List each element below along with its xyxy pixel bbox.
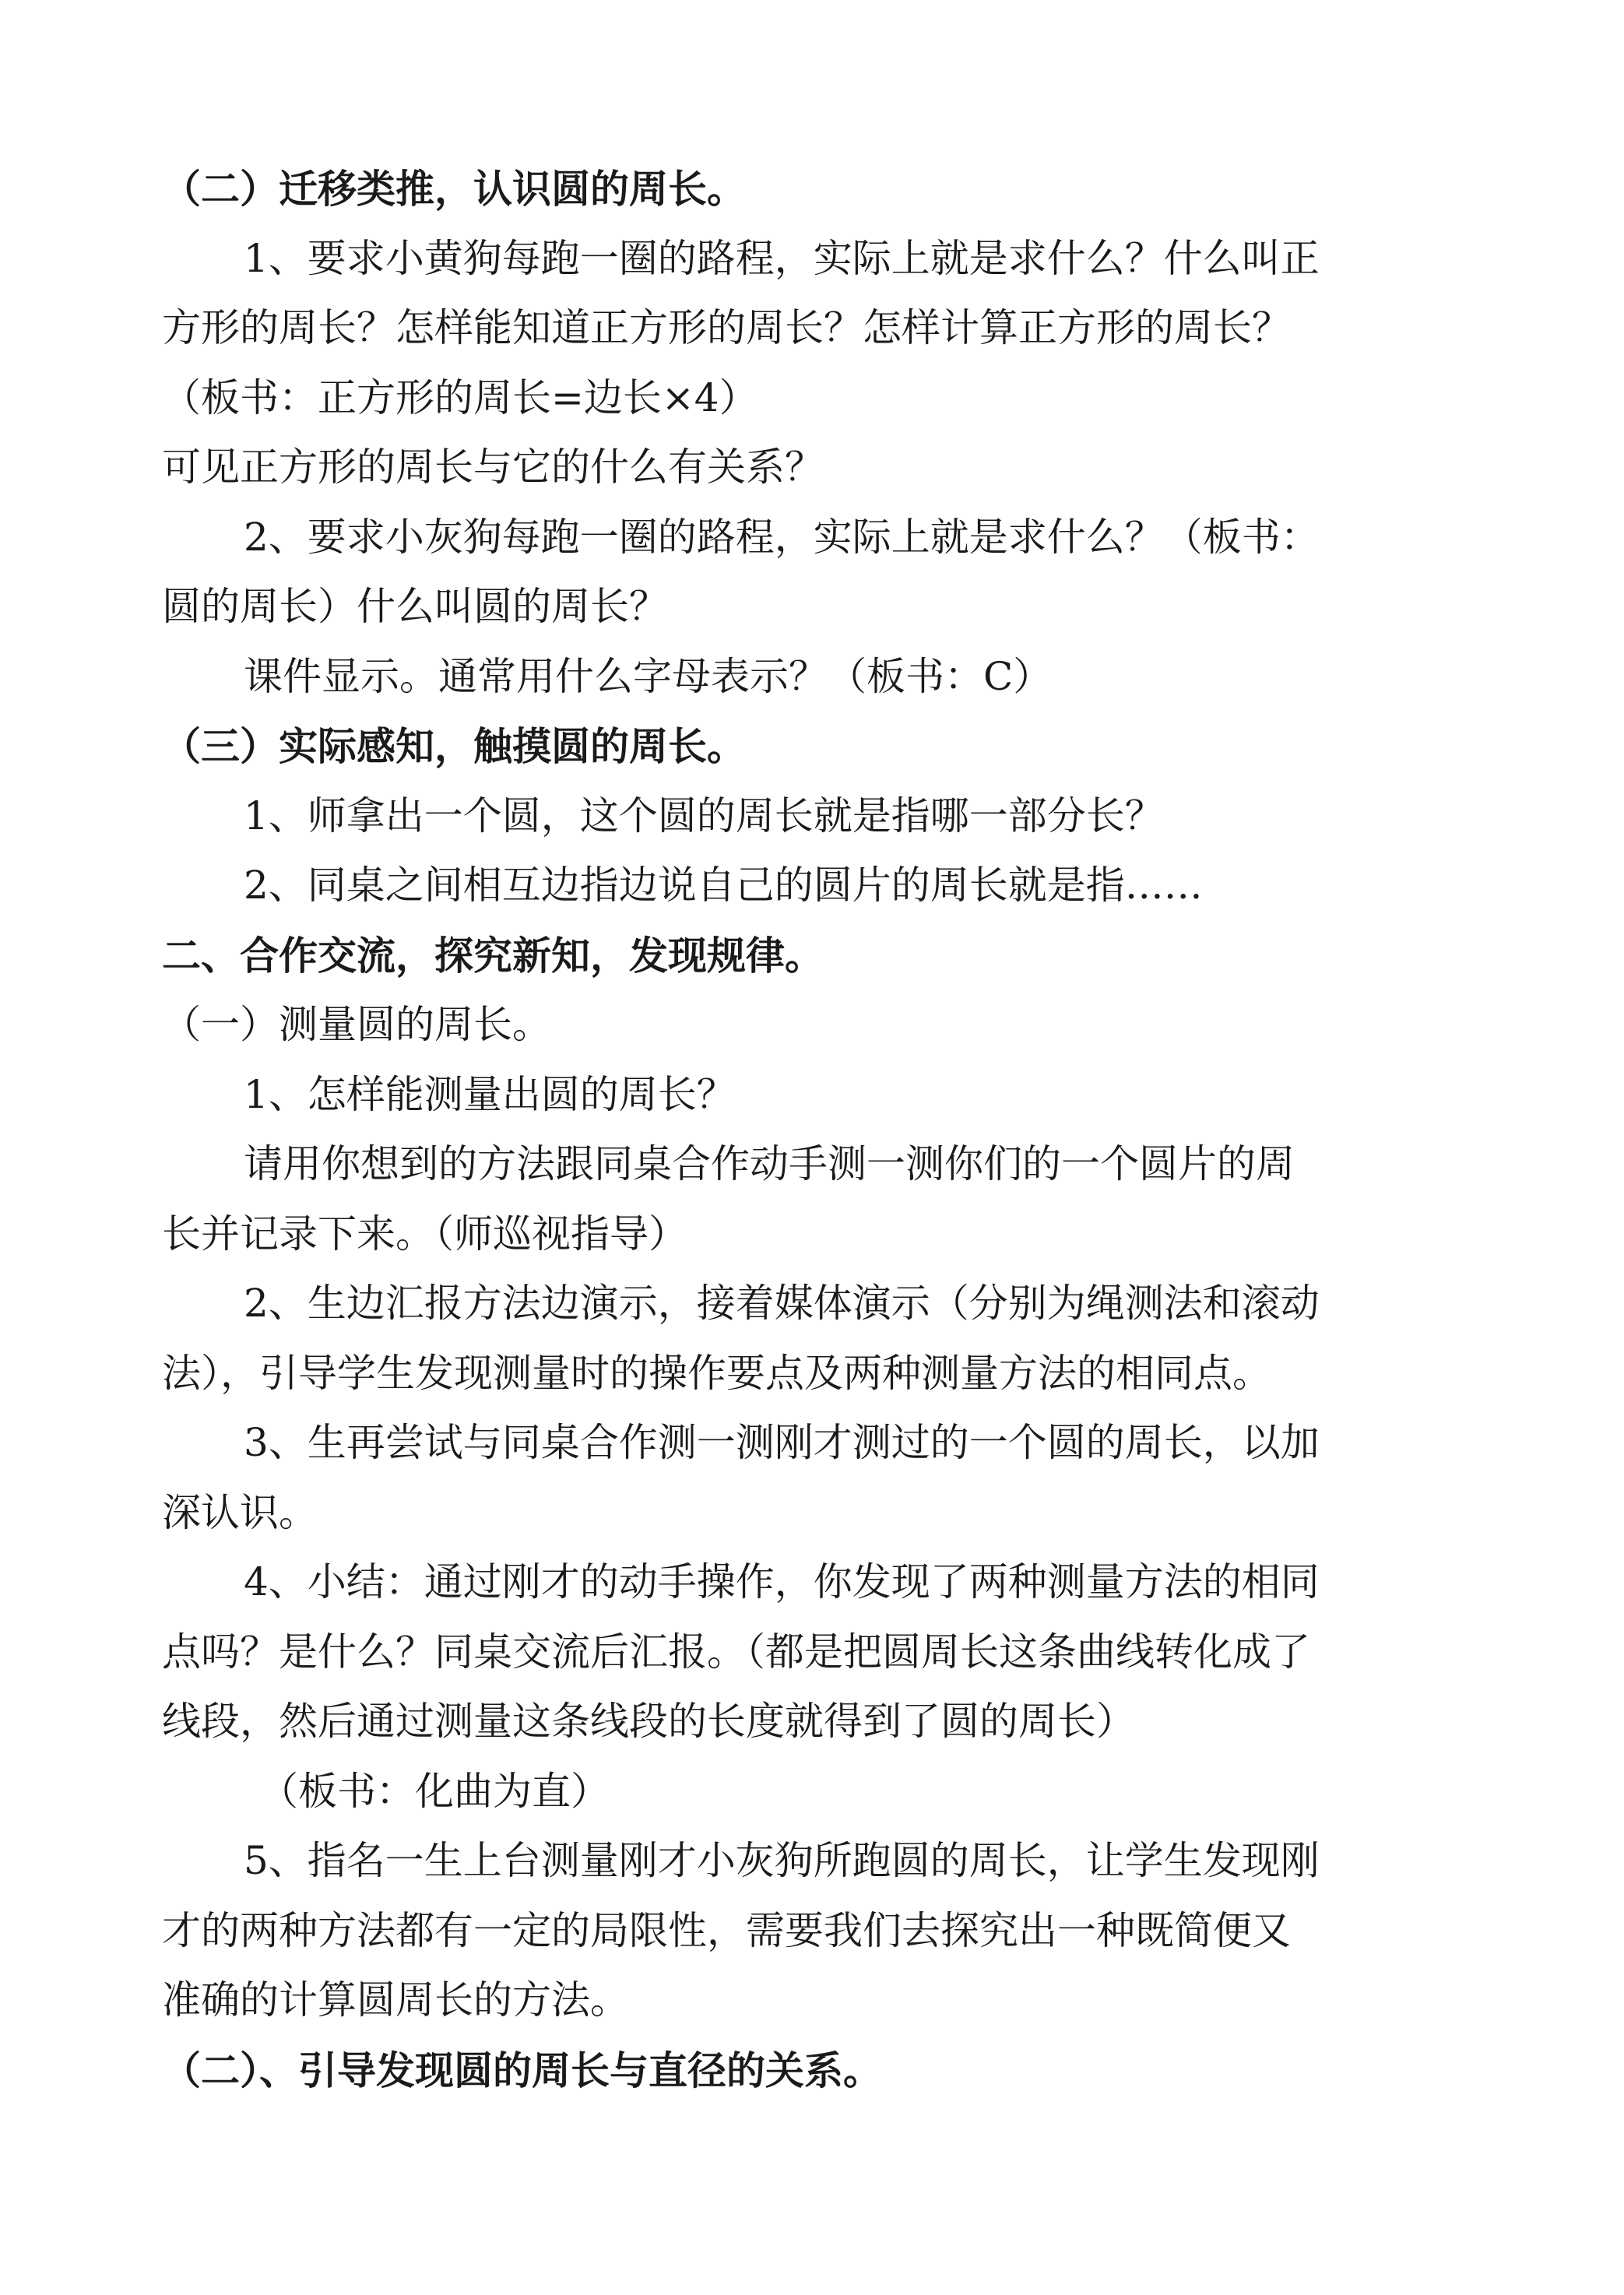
paragraph-line: 点吗？是什么？同桌交流后汇报。（都是把圆周长这条曲线转化成了 xyxy=(162,1629,1310,1675)
paragraph-line: 准确的计算圆周长的方法。 xyxy=(162,1977,629,2023)
subsection-heading: （一）测量圆的周长。 xyxy=(162,1002,551,1047)
chapter-heading: 二、合作交流，探究新知，发现规律。 xyxy=(162,932,824,979)
document-body xyxy=(162,154,1454,2105)
paragraph-line: 2、生边汇报方法边演示，接着媒体演示（分别为绳测法和滚动 xyxy=(244,1281,1320,1326)
section-heading: （二）、引导发现圆的周长与直径的关系。 xyxy=(162,2047,882,2093)
board-note: （板书：化曲为直） xyxy=(259,1768,610,1814)
paragraph-line: 2、要求小灰狗每跑一圈的路程，实际上就是求什么？（板书： xyxy=(244,514,1320,560)
paragraph-line: 方形的周长？怎样能知道正方形的周长？怎样计算正方形的周长？ xyxy=(162,305,1291,350)
paragraph-line: 长并记录下来。（师巡视指导） xyxy=(162,1211,687,1256)
paragraph-line: 3、生再尝试与同桌合作测一测刚才测过的一个圆的周长，以加 xyxy=(244,1420,1320,1465)
paragraph-line: 圆的周长）什么叫圆的周长？ xyxy=(162,584,668,629)
paragraph-line: 5、指名一生上台测量刚才小灰狗所跑圆的周长，让学生发现刚 xyxy=(244,1838,1320,1883)
paragraph-line: 深认识。 xyxy=(162,1489,318,1535)
paragraph-line: 1、师拿出一个圆，这个圆的周长就是指哪一部分长？ xyxy=(244,793,1164,838)
paragraph-line: 可见正方形的周长与它的什么有关系？ xyxy=(162,445,824,490)
paragraph-line: （板书：正方形的周长=边长×4） xyxy=(162,374,758,420)
paragraph-line: 法），引导学生发现测量时的操作要点及两种测量方法的相同点。 xyxy=(162,1350,1271,1396)
paragraph-line: 4、小结：通过刚才的动手操作，你发现了两种测量方法的相同 xyxy=(244,1559,1320,1604)
paragraph-line: 才的两种方法都有一定的局限性，需要我们去探究出一种既简便又 xyxy=(162,1907,1291,1953)
paragraph-line: 1、怎样能测量出圆的周长？ xyxy=(244,1071,736,1117)
paragraph-line: 2、同桌之间相互边指边说自己的圆片的周长就是指…… xyxy=(244,863,1203,908)
paragraph-line: 请用你想到的方法跟同桌合作动手测一测你们的一个圆片的周 xyxy=(244,1141,1295,1186)
paragraph-line: 1、要求小黄狗每跑一圈的路程，实际上就是求什么？什么叫正 xyxy=(244,235,1320,281)
section-heading: （三）实际感知，触摸圆的周长。 xyxy=(162,723,746,769)
section-heading: （二）迁移类推，认识圆的周长。 xyxy=(162,166,746,212)
paragraph-line: 线段，然后通过测量这条线段的长度就得到了圆的周长） xyxy=(162,1699,1135,1744)
paragraph-line: 课件显示。通常用什么字母表示？（板书：C） xyxy=(244,653,1053,699)
